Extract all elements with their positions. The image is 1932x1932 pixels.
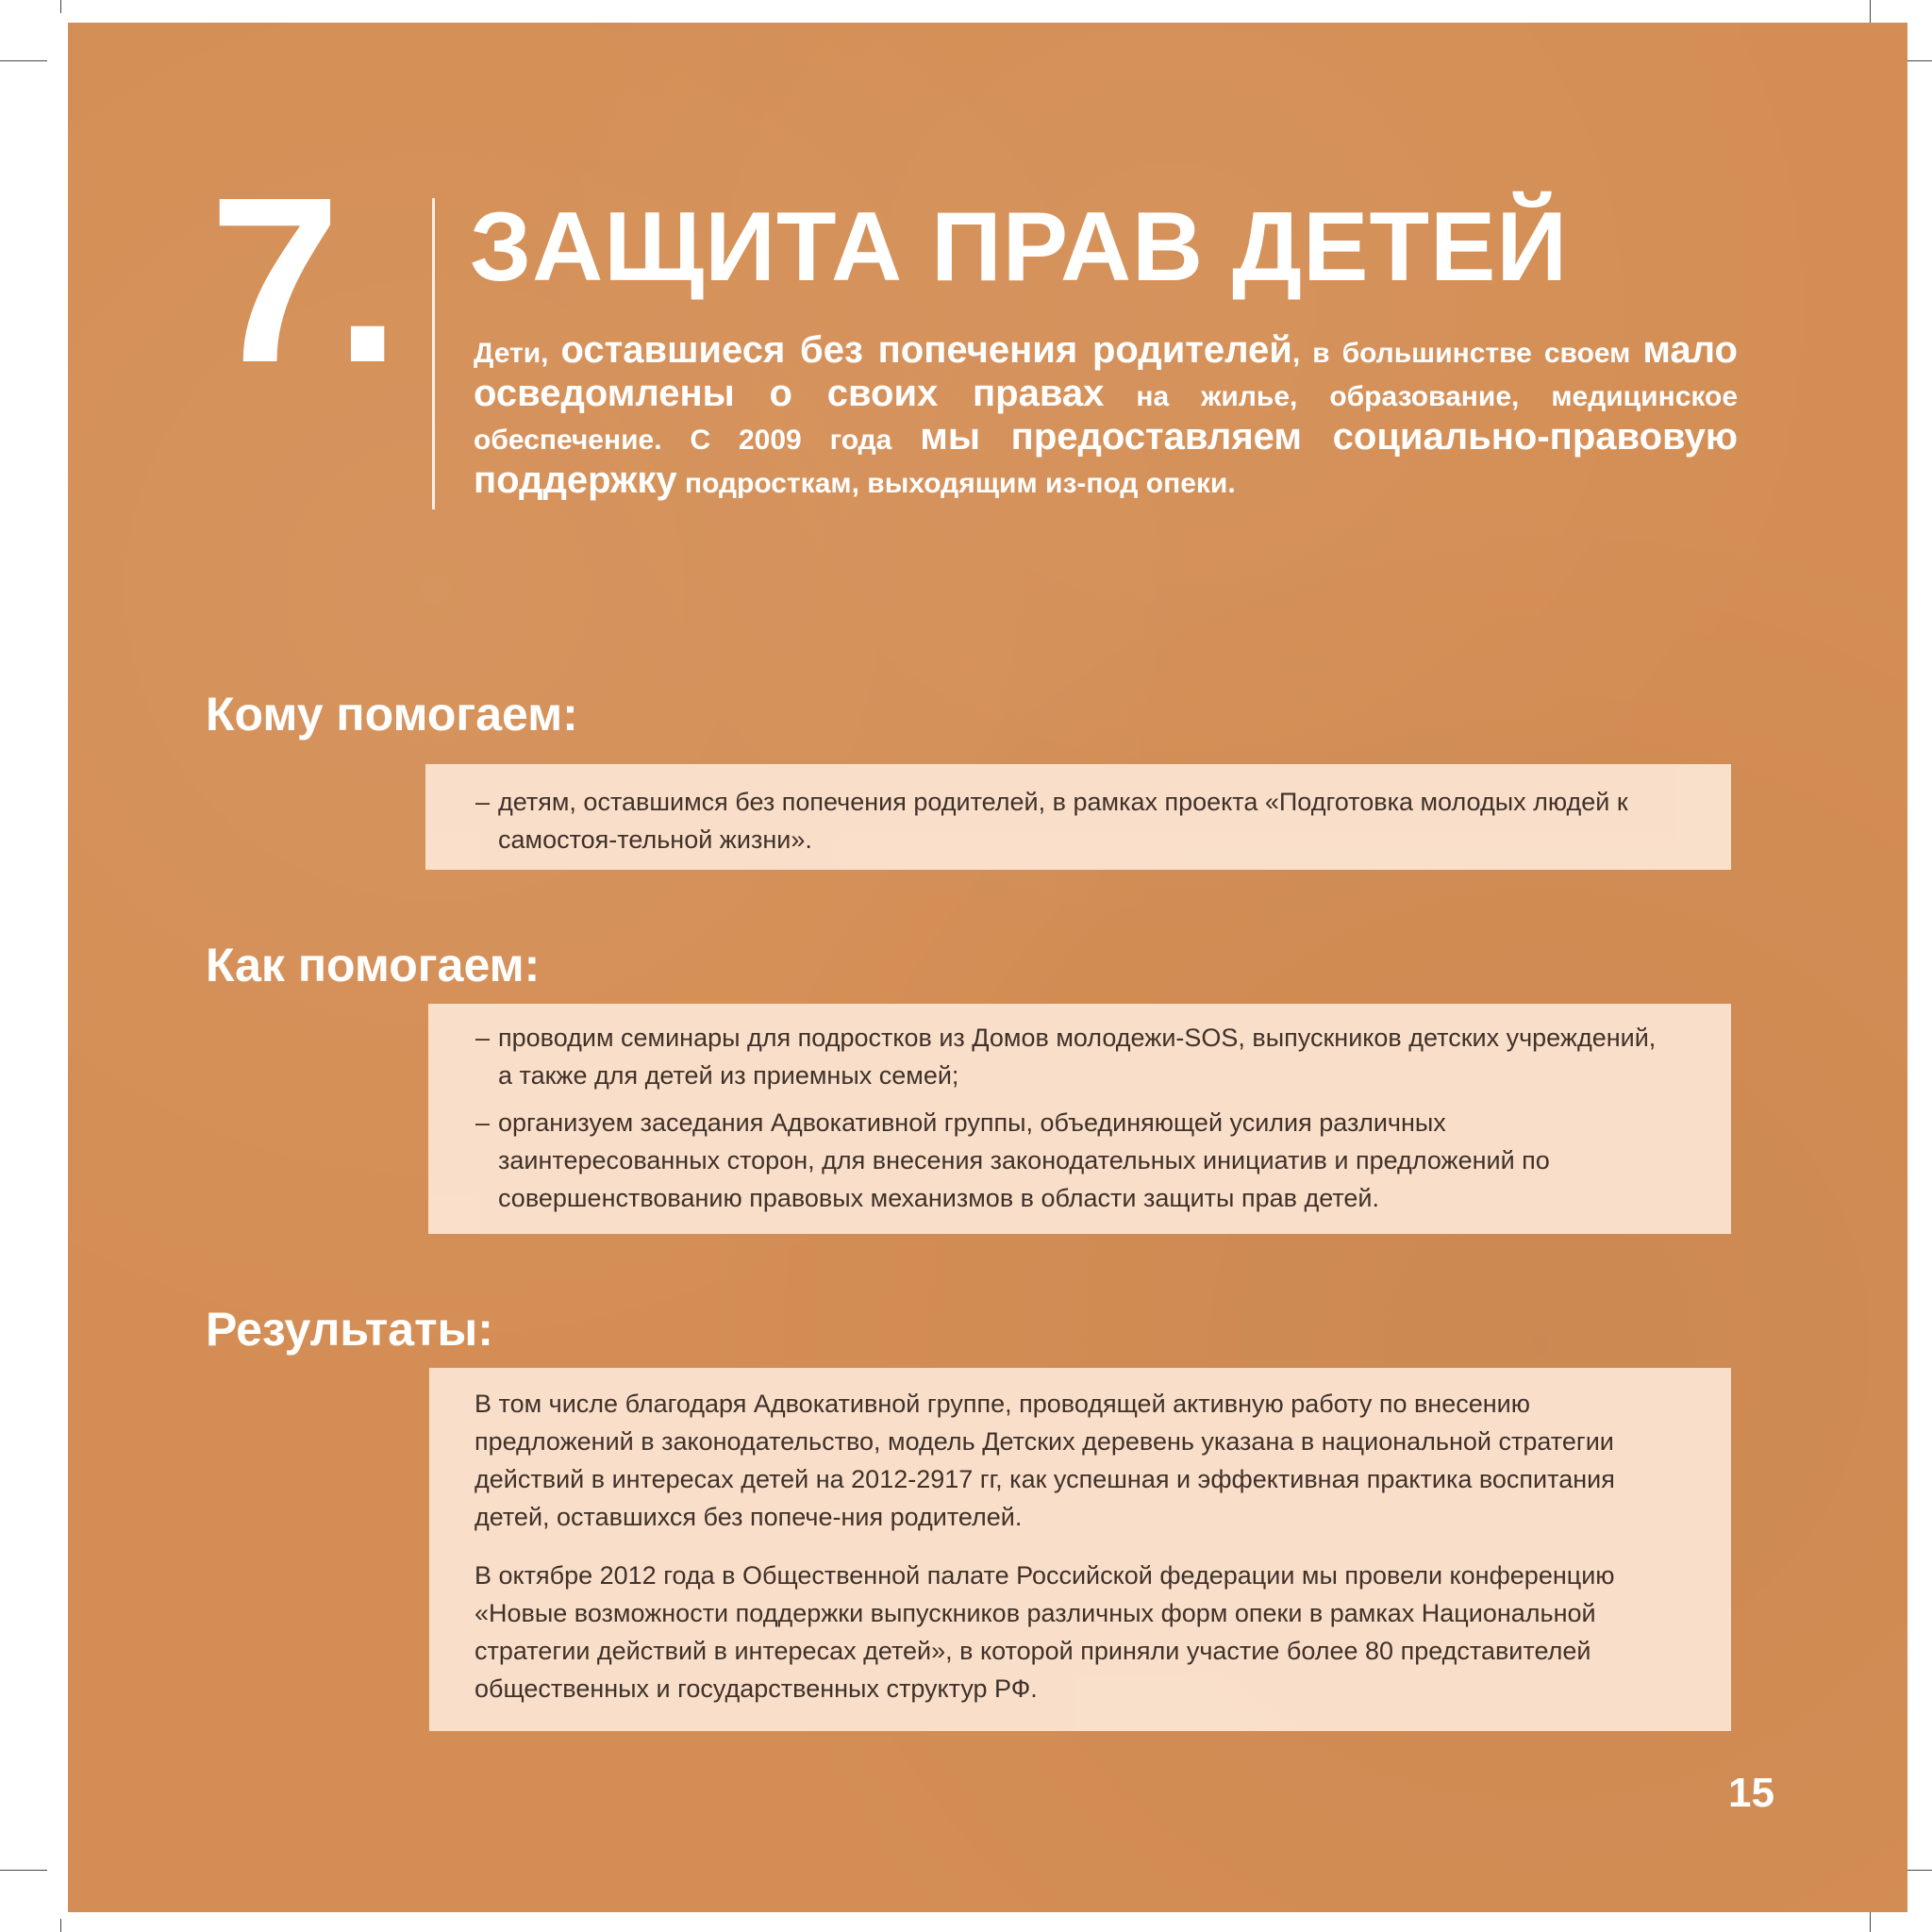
list-item-text: детям, оставшимся без попечения родителей, в рамках проекта «Подготовка молодых людей к самостоя-тельной жизни». (498, 788, 1628, 854)
whom-list (475, 783, 1693, 858)
dash-bullet: – (475, 788, 491, 816)
dash-bullet: – (475, 1108, 491, 1137)
list-item (475, 1019, 1674, 1094)
results-paragraph: В октябре 2012 года в Общественной палате Российской федерации мы провели конференцию «Новые возможности поддержки выпускников различных форм опеки в рамках Национальной стратегии действий в интересах детей», в которой приняли участие более 80 представителей общественных и государственных структур РФ. (475, 1561, 1615, 1703)
results-heading: Результаты: (206, 1303, 493, 1356)
list-item-text: проводим семинары для подростков из Домов молодежи-SOS, выпускников детских учреждений, а также для детей из приемных семей; (498, 1024, 1657, 1090)
lead-emphasis: оставшиеся без попечения родителей (560, 329, 1292, 371)
divider (432, 198, 435, 509)
results-text (475, 1385, 1674, 1707)
list-item-text: организуем заседания Адвокативной группы, объединяющей усилия различных заинтересованных сторон, для внесения законодательных инициатив и предложений по совершенствованию правовых механизмов в области защиты прав детей. (498, 1108, 1550, 1212)
how-box (428, 1004, 1731, 1234)
lead-text: подросткам, выходящим из-под опеки. (676, 468, 1236, 499)
results-box (429, 1368, 1731, 1731)
whom-heading: Кому помогаем: (206, 688, 578, 741)
lead-text: на жилье, образование, медицинское обеспечение. С 2009 года (474, 381, 1739, 456)
section-number: 7. (209, 148, 395, 411)
crop-mark (60, 0, 61, 13)
crop-mark (0, 1870, 47, 1871)
page-title: ЗАЩИТА ПРАВ ДЕТЕЙ (470, 192, 1569, 302)
page-number: 15 (1728, 1770, 1774, 1816)
whom-box (425, 764, 1731, 870)
lead-text: , в большинстве своем (1291, 338, 1643, 369)
lead-text: Дети, (474, 338, 561, 369)
lead-emphasis: мало осведомлены о своих правах (474, 329, 1738, 414)
list-item (475, 783, 1693, 858)
crop-mark (0, 60, 47, 61)
lead-emphasis: мы предоставляем социально-правовую поддержку (474, 416, 1739, 501)
dash-bullet: – (475, 1024, 491, 1052)
list-item (475, 1104, 1674, 1217)
results-paragraph: В том числе благодаря Адвокативной группе, проводящей активную работу по внесению предложений в законодательство, модель Детских деревень указана в национальной стратегии действий в интересах детей на 2012-2917 гг, как успешная и эффективная практика воспитания детей, оставшихся без попече-ния родителей. (475, 1390, 1615, 1531)
how-list (475, 1019, 1674, 1217)
crop-mark (60, 1919, 61, 1932)
lead-paragraph (474, 330, 1738, 504)
how-heading: Как помогаем: (206, 939, 541, 991)
